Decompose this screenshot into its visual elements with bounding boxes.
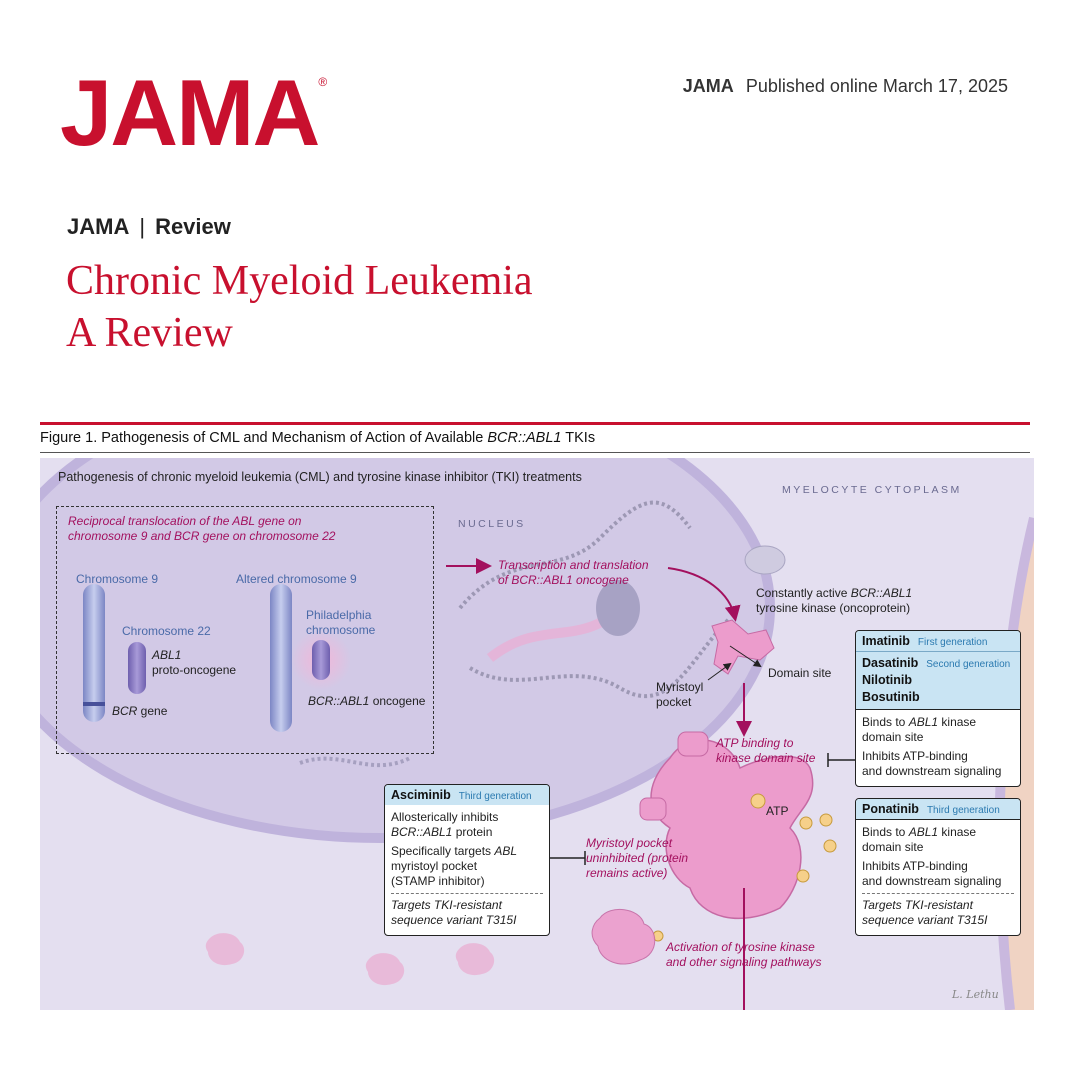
transcription-label <box>498 558 649 588</box>
oncogene-rest: oncogene <box>369 694 426 708</box>
sg-line-4: and downstream signaling <box>862 763 1002 778</box>
pon-line-5: Targets TKI-resistant <box>862 898 973 912</box>
second-gen-header <box>856 652 1020 709</box>
ponatinib-divider <box>862 893 1014 894</box>
ponatinib-name: Ponatinib <box>862 802 919 816</box>
registered-mark: ® <box>318 75 328 89</box>
atp-binding-line-1: ATP binding to <box>716 736 794 750</box>
pon-line-1-rest: kinase <box>938 825 977 839</box>
first-second-gen-box <box>855 630 1021 787</box>
artist-signature: L. Lethu <box>952 988 999 1001</box>
asciminib-header <box>385 785 549 805</box>
asciminib-body <box>385 805 549 935</box>
translocation-line-2: chromosome 9 and BCR gene on chromosome 22 <box>68 529 336 543</box>
myristoyl-line-1: Myristoyl <box>656 680 704 694</box>
asciminib-name: Asciminib <box>391 788 451 802</box>
translocation-title <box>68 514 335 544</box>
nucleus-label: NUCLEUS <box>458 518 526 530</box>
pon-line-6: sequence variant T315I <box>862 913 988 927</box>
atp-molecule <box>824 840 836 852</box>
asciminib-generation: Third generation <box>458 791 532 802</box>
active-kinase-label <box>756 586 912 616</box>
chromosome-22-label: Chromosome 22 <box>122 624 211 638</box>
atp-molecule <box>751 794 765 808</box>
caption-suffix: TKIs <box>561 430 596 446</box>
asciminib-line-2: protein <box>452 825 493 839</box>
pon-line-2: domain site <box>862 840 924 854</box>
kicker-journal: JAMA <box>67 214 130 239</box>
figure-caption-rule <box>40 452 1030 453</box>
active-pre: Constantly active <box>756 586 851 600</box>
myr-uninhib-line-2: uninhibited (protein <box>586 851 689 865</box>
logo-text: JAMA <box>60 60 319 165</box>
ponatinib-generation: Third generation <box>926 805 1000 816</box>
protein-domain <box>678 732 708 756</box>
protein-domain <box>640 798 666 820</box>
atp-molecule <box>800 817 812 829</box>
asciminib-line-7: sequence variant T315I <box>391 913 517 927</box>
myr-uninhib-line-1: Myristoyl pocket <box>586 836 673 850</box>
figure-illustration <box>40 458 1034 1010</box>
myristoyl-uninhibited-label <box>586 836 688 881</box>
journal-name: JAMA <box>682 76 734 96</box>
sg-line-2: domain site <box>862 729 924 744</box>
pon-line-4: and downstream signaling <box>862 874 1002 888</box>
oncogene-label <box>308 694 425 709</box>
bcr-gene: BCR <box>112 704 138 718</box>
atp-molecule <box>820 814 832 826</box>
asciminib-line-1: Allosterically inhibits <box>391 810 499 824</box>
abl1-gene: ABL1 <box>152 648 182 662</box>
asciminib-line-5: (STAMP inhibitor) <box>391 874 485 888</box>
ponatinib-body <box>856 819 1020 935</box>
sg-line-1-rest: kinase <box>938 714 977 729</box>
chromosome-9-label: Chromosome 9 <box>76 572 159 586</box>
panel-title: Pathogenesis of chronic myeloid leukemia (CML) and tyrosine kinase inhibitor (TKI) treatments <box>58 470 582 484</box>
philadelphia-line-2: chromosome <box>306 623 376 637</box>
imatinib-header <box>856 631 1020 652</box>
translocation-line-1: Reciprocal translocation of the ABL gene on <box>68 514 302 528</box>
transcription-complex <box>596 580 640 636</box>
pon-line-3: Inhibits ATP-binding <box>862 859 968 873</box>
altered-chromosome-9-label: Altered chromosome 9 <box>236 572 357 586</box>
pon-line-1-pre: Binds to <box>862 825 909 839</box>
ponatinib-header <box>856 799 1020 819</box>
asciminib-line-4: myristoyl pocket <box>391 859 478 873</box>
asciminib-line-3: Specifically targets <box>391 844 495 858</box>
atp-molecule <box>797 870 809 882</box>
atp-binding-line-2: kinase domain site <box>716 751 816 765</box>
sg-line-1-pre: Binds to <box>862 714 909 729</box>
kicker-separator: | <box>139 214 146 239</box>
second-gen-body <box>856 709 1020 786</box>
asciminib-divider <box>391 893 543 894</box>
asciminib-gene: BCR::ABL1 <box>391 825 453 839</box>
published-date: Published online March 17, 2025 <box>745 76 1008 96</box>
sg-line-3: Inhibits ATP-binding <box>862 748 968 763</box>
second-generation: Second generation <box>926 659 1011 670</box>
article-kicker <box>67 214 231 240</box>
jama-logo[interactable] <box>60 60 328 165</box>
active-line-2: tyrosine kinase (oncoprotein) <box>756 601 911 615</box>
caption-prefix: Figure 1. Pathogenesis of CML and Mechanism of Action of Available <box>40 430 488 446</box>
ribosome <box>745 546 785 574</box>
sg-gene: ABL1 <box>908 714 939 729</box>
atp-label: ATP <box>766 804 789 818</box>
activation-label <box>666 940 821 970</box>
figure-top-rule <box>40 422 1030 425</box>
imatinib-name: Imatinib <box>862 634 910 648</box>
philadelphia-line-1: Philadelphia <box>306 608 372 622</box>
article-subtitle: A Review <box>66 310 233 356</box>
active-gene: BCR::ABL1 <box>850 586 913 600</box>
dasatinib-name: Dasatinib <box>862 656 919 670</box>
bosutinib-name: Bosutinib <box>862 689 920 704</box>
imatinib-generation: First generation <box>917 637 988 648</box>
nilotinib-name: Nilotinib <box>862 672 912 687</box>
oncogene-name: BCR::ABL1 <box>308 694 370 708</box>
caption-gene: BCR::ABL1 <box>487 430 562 446</box>
philadelphia-label <box>306 608 375 638</box>
proto-oncogene: proto-oncogene <box>152 663 237 677</box>
transcription-line-2: of BCR::ABL1 oncogene <box>498 573 629 587</box>
activation-line-2: and other signaling pathways <box>666 955 822 969</box>
kicker-type: Review <box>155 214 231 239</box>
atp-binding-label <box>716 736 815 766</box>
bcr-gene-rest: gene <box>137 704 168 718</box>
asciminib-abl: ABL <box>494 844 518 858</box>
myr-uninhib-line-3: remains active) <box>586 866 668 880</box>
figure-caption <box>40 430 595 446</box>
myristoyl-pocket-label <box>656 680 703 710</box>
pon-gene: ABL1 <box>908 825 939 839</box>
transcription-line-1: Transcription and translation <box>498 558 649 572</box>
asciminib-line-6: Targets TKI-resistant <box>391 898 502 912</box>
ponatinib-box <box>855 798 1021 936</box>
abl1-gene-label <box>152 648 236 678</box>
myristoyl-line-2: pocket <box>656 695 692 709</box>
asciminib-box <box>384 784 550 936</box>
publication-line <box>683 76 1008 97</box>
activation-line-1: Activation of tyrosine kinase <box>666 940 815 954</box>
article-title: Chronic Myeloid Leukemia <box>66 258 533 304</box>
bcr-gene-label <box>112 704 167 719</box>
domain-site-label: Domain site <box>768 666 832 680</box>
cytoplasm-label: MYELOCYTE CYTOPLASM <box>782 484 962 496</box>
